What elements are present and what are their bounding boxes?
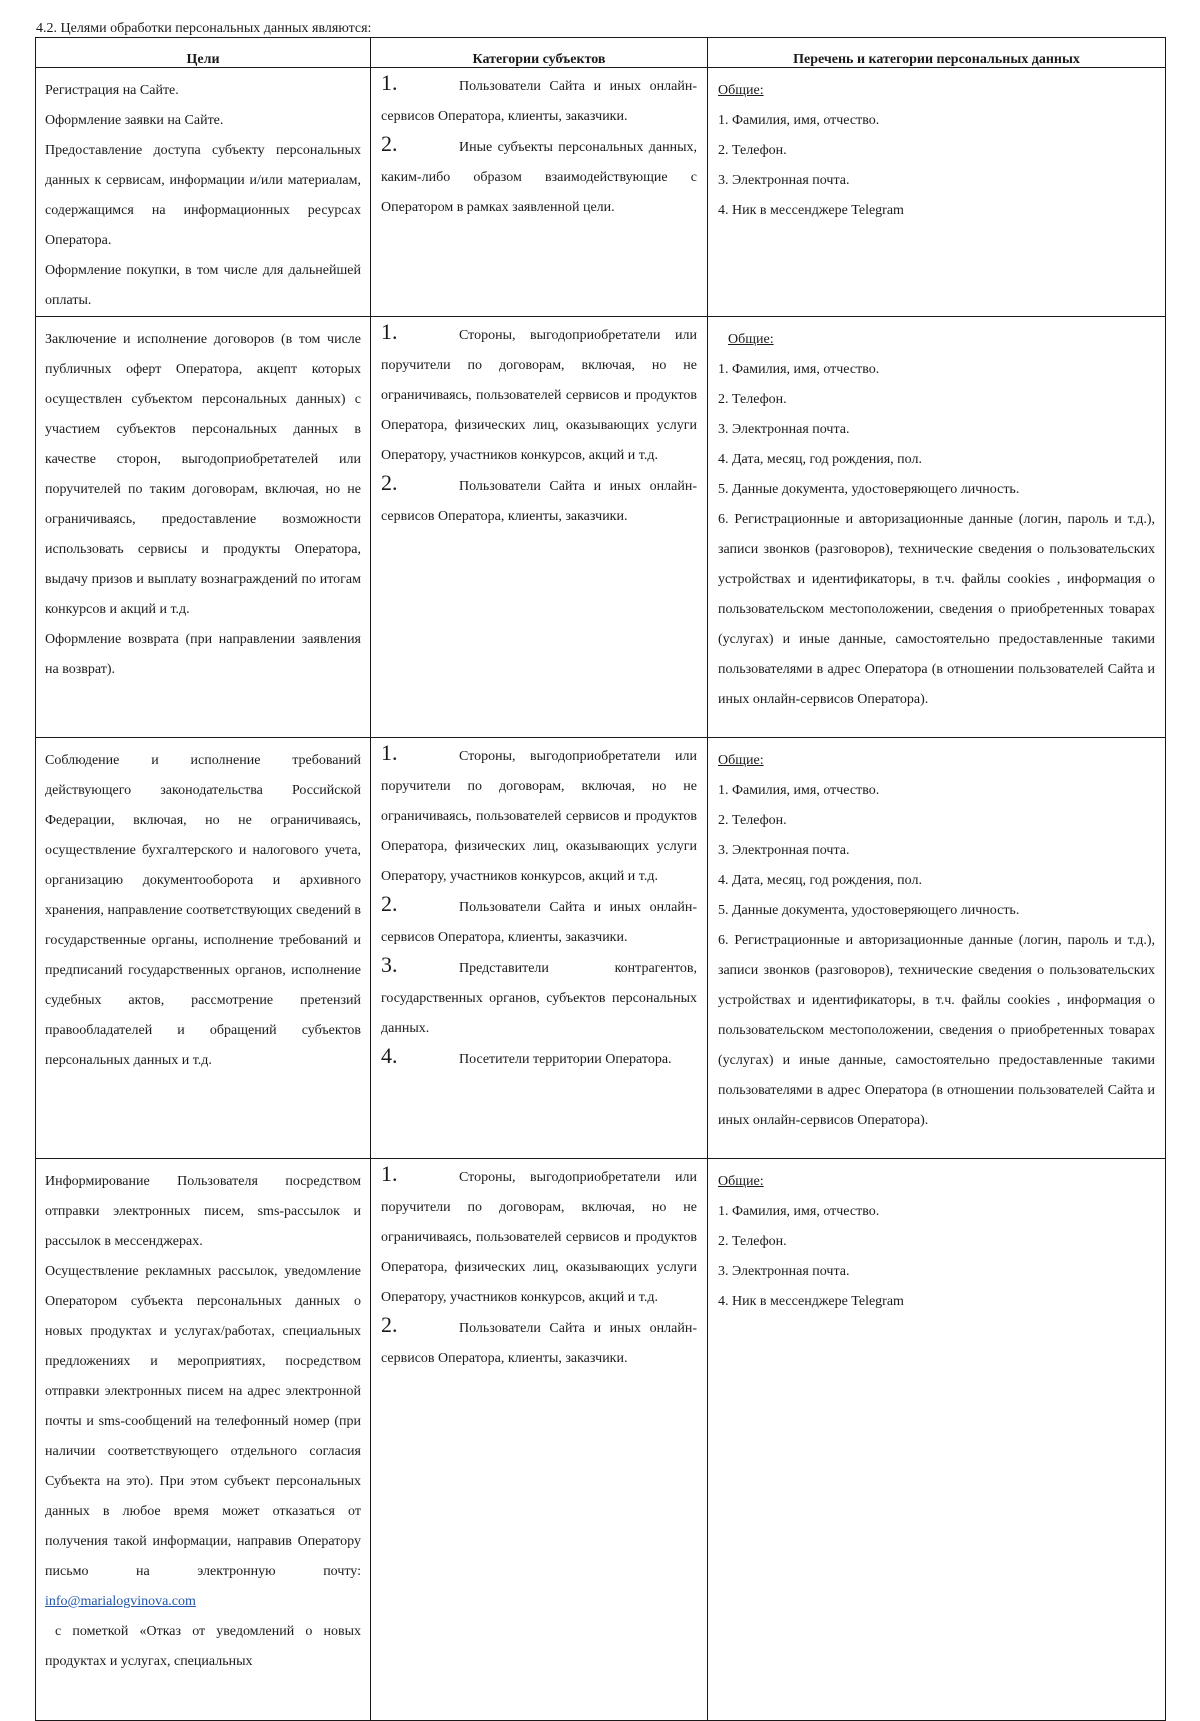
table-header-row [36, 38, 1166, 68]
goal-text: Оформление возврата (при направлении заявления на возврат). [45, 632, 361, 677]
table-row [36, 1159, 1166, 1721]
data-heading: Общие: [718, 83, 764, 98]
goal-text: Соблюдение и исполнение требований действующего законодательства Российской Федерации, включая, но не ограничиваясь, осуществление бухгалтерского и налогового учета, организацию документооборота и архивного хранения, направление соответствующих сведений в государственные органы, исполнение требований и предписаний государственных органов, исполнение судебных актов, рассмотрение претензий правообладателей и обращений субъектов персональных данных и т.д. [45, 753, 361, 1068]
subject-item [381, 71, 697, 132]
subject-number: 2. [381, 891, 398, 916]
data-item: 3. Электронная почта. [718, 1264, 850, 1279]
goals-cell [36, 68, 371, 317]
subject-number: 1. [381, 319, 398, 344]
data-cell [708, 317, 1166, 738]
subject-item [381, 132, 697, 223]
subject-item [381, 1044, 697, 1075]
subject-number: 1. [381, 740, 398, 765]
subject-number: 4. [381, 1043, 398, 1068]
subject-text: Пользователи Сайта и иных онлайн-сервисов Оператора, клиенты, заказчики. [381, 900, 697, 945]
table-row [36, 317, 1166, 738]
goal-text: Информирование Пользователя посредством отправки электронных писем, sms-рассылок и рассылок в мессенджерах. [45, 1174, 361, 1249]
data-item: 2. Телефон. [718, 392, 787, 407]
subject-text: Стороны, выгодоприобретатели или поручители по договорам, включая, но не ограничиваясь, пользователей сервисов и продуктов Оператора, физических лиц, оказывающих услуги Оператору, участников конкурсов, акций и т.д. [381, 1170, 697, 1305]
data-item: 4. Дата, месяц, год рождения, пол. [718, 452, 922, 467]
subject-item [381, 1162, 697, 1313]
data-item: 5. Данные документа, удостоверяющего личность. [718, 903, 1020, 918]
data-item: 2. Телефон. [718, 143, 787, 158]
data-item: 4. Ник в мессенджере Telegram [718, 1294, 904, 1309]
data-heading: Общие: [718, 1174, 764, 1189]
table-row [36, 738, 1166, 1159]
subject-text: Посетители территории Оператора. [459, 1052, 672, 1067]
data-heading: Общие: [728, 332, 774, 347]
data-item: 1. Фамилия, имя, отчество. [718, 362, 880, 377]
purposes-table [35, 37, 1166, 1721]
subject-number: 1. [381, 1161, 398, 1186]
subject-text: Представители контрагентов, государственных органов, субъектов персональных данных. [381, 961, 697, 1036]
data-item: 6. Регистрационные и авторизационные данные (логин, пароль и т.д.), записи звонков (разговоров), технические сведения о пользовательских устройствах и идентификаторы, в т.ч. файлы cookies , информация о пользовательском местоположении, сведения о приобретенных товарах (услугах) и иные данные, самостоятельно предоставленные такими пользователями в адрес Оператора (в отношении пользователей Сайта и иных онлайн-сервисов Оператора). [718, 933, 1155, 1128]
subject-number: 2. [381, 1312, 398, 1337]
goal-text: Заключение и исполнение договоров (в том числе публичных оферт Оператора, акцепт которых осуществлен субъектом персональных данных) с участием субъектов персональных данных в качестве сторон, выгодоприобретателей или поручителей по таким договорам, включая, но не ограничиваясь, предоставление возможности использовать сервисы и продукты Оператора, выдачу призов и выплату вознаграждений по итогам конкурсов и акций и т.д. [45, 332, 361, 617]
subject-item [381, 892, 697, 953]
section-heading: 4.2. Целями обработки персональных данных являются: [36, 21, 372, 36]
subjects-cell [371, 317, 708, 738]
subject-text: Иные субъекты персональных данных, каким-либо образом взаимодействующие с Оператором в рамках заявленной цели. [381, 140, 697, 215]
subject-text: Пользователи Сайта и иных онлайн-сервисов Оператора, клиенты, заказчики. [381, 79, 697, 124]
subject-text: Пользователи Сайта и иных онлайн-сервисов Оператора, клиенты, заказчики. [381, 479, 697, 524]
data-item: 5. Данные документа, удостоверяющего личность. [718, 482, 1020, 497]
data-item: 1. Фамилия, имя, отчество. [718, 783, 880, 798]
goal-text: Оформление покупки, в том числе для дальнейшей оплаты. [45, 263, 361, 308]
goals-cell [36, 317, 371, 738]
subject-text: Стороны, выгодоприобретатели или поручители по договорам, включая, но не ограничиваясь, пользователей сервисов и продуктов Оператора, физических лиц, оказывающих услуги Оператору, участников конкурсов, акций и т.д. [381, 749, 697, 884]
subject-item [381, 1313, 697, 1374]
goal-text-body: Осуществление рекламных рассылок, уведомление Оператором субъекта персональных данных о новых продуктах и услугах/работах, специальных предложениях и мероприятиях, посредством отправки электронных писем на адрес электронной почты и sms-сообщений на телефонный номер (при наличии соответствующего отдельного согласия Субъекта на это). При этом субъект персональных данных в любое время может отказаться от получения такой информации, направив Оператору письмо на электронную почту: [45, 1264, 361, 1579]
data-cell [708, 1159, 1166, 1721]
goals-cell [36, 1159, 371, 1721]
data-item: 3. Электронная почта. [718, 173, 850, 188]
subject-number: 2. [381, 470, 398, 495]
goal-text: Оформление заявки на Сайте. [45, 113, 224, 128]
data-item: 3. Электронная почта. [718, 422, 850, 437]
goal-text: Предоставление доступа субъекту персональных данных к сервисам, информации и/или материалам, содержащимся на информационных ресурсах Оператора. [45, 143, 361, 248]
subjects-cell [371, 738, 708, 1159]
data-item: 4. Ник в мессенджере Telegram [718, 203, 904, 218]
subject-text: Пользователи Сайта и иных онлайн-сервисов Оператора, клиенты, заказчики. [381, 1321, 697, 1366]
subjects-cell [371, 68, 708, 317]
table-row [36, 68, 1166, 317]
column-header-goals: Цели [36, 38, 371, 68]
subject-item [381, 953, 697, 1044]
data-item: 2. Телефон. [718, 813, 787, 828]
column-header-subjects: Категории субъектов [371, 38, 708, 68]
data-cell [708, 738, 1166, 1159]
subject-number: 2. [381, 131, 398, 156]
goals-cell [36, 738, 371, 1159]
goal-text [45, 1257, 361, 1617]
subject-text: Стороны, выгодоприобретатели или поручители по договорам, включая, но не ограничиваясь, пользователей сервисов и продуктов Оператора, физических лиц, оказывающих услуги Оператору, участников конкурсов, акций и т.д. [381, 328, 697, 463]
subject-number: 1. [381, 70, 398, 95]
goal-text: Регистрация на Сайте. [45, 83, 179, 98]
column-header-data: Перечень и категории персональных данных [708, 38, 1166, 68]
data-cell [708, 68, 1166, 317]
subject-item [381, 741, 697, 892]
email-link[interactable]: info@marialogvinova.com [45, 1594, 196, 1609]
data-item: 6. Регистрационные и авторизационные данные (логин, пароль и т.д.), записи звонков (разговоров), технические сведения о пользовательских устройствах и идентификаторы, в т.ч. файлы cookies , информация о пользовательском местоположении, сведения о приобретенных товарах (услугах) и иные данные, самостоятельно предоставленные такими пользователями в адрес Оператора (в отношении пользователей Сайта и иных онлайн-сервисов Оператора). [718, 512, 1155, 707]
data-item: 2. Телефон. [718, 1234, 787, 1249]
data-item: 1. Фамилия, имя, отчество. [718, 1204, 880, 1219]
goal-text: с пометкой «Отказ от уведомлений о новых продуктах и услугах, специальных [45, 1624, 361, 1669]
data-heading: Общие: [718, 753, 764, 768]
subject-number: 3. [381, 952, 398, 977]
subject-item [381, 471, 697, 532]
subjects-cell [371, 1159, 708, 1721]
data-item: 1. Фамилия, имя, отчество. [718, 113, 880, 128]
subject-item [381, 320, 697, 471]
data-item: 3. Электронная почта. [718, 843, 850, 858]
data-item: 4. Дата, месяц, год рождения, пол. [718, 873, 922, 888]
